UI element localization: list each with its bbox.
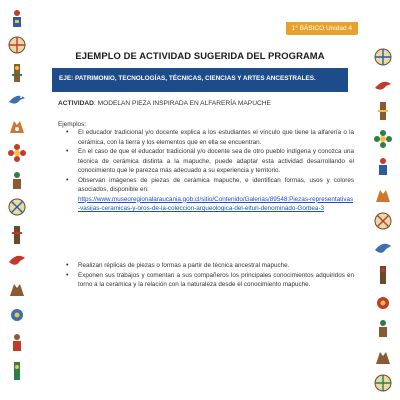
activity-heading: [58, 100, 358, 107]
flower-icon: [372, 292, 394, 314]
grade-unit-tab: 1° BÁSICO Unidad 4: [286, 22, 358, 35]
examples-list: [58, 128, 354, 214]
kultrun-icon: [372, 372, 394, 394]
page-title: EJEMPLO DE ACTIVIDAD SUGERIDA DEL PROGRAMA: [75, 50, 325, 61]
totem-icon: [6, 62, 28, 84]
mapuche-figure-icon: [6, 8, 28, 30]
fox-icon: [6, 278, 28, 300]
mapuche-figure-icon: [6, 170, 28, 192]
fox-icon: [6, 115, 28, 137]
list-item: • El educador tradicional y/o docente explica a los estudiantes el vínculo que tiene la alfarería o la cerámica, con la tierra y los elementos que en ella se encuentran.: [58, 128, 354, 147]
bird-icon: [372, 238, 394, 260]
activity-label: ACTIVIDAD: [58, 100, 94, 107]
flower-icon: [6, 142, 28, 164]
mapuche-figure-icon: [6, 332, 28, 354]
kultrun-icon: [6, 196, 28, 218]
bird-icon: [372, 74, 394, 96]
list-item: • En el caso de que el educador tradicional y/o docente sea de otro pueblo indígena y conozca una técnica de cerámica distinta a la mapuche, puede adaptar esta actividad desarrollando el conocimiento que le parezca más adecuado a su experiencia y territorio.: [58, 147, 354, 176]
fox-icon: [372, 346, 394, 368]
kultrun-icon: [372, 210, 394, 232]
bird-icon: [6, 250, 28, 272]
mapuche-figure-icon: [372, 156, 394, 178]
examples-label: Ejemplos:: [58, 121, 87, 128]
flower-icon: [6, 304, 28, 326]
mapuche-figure-icon: [372, 318, 394, 340]
list-item: [58, 176, 354, 214]
totem-icon: [372, 100, 394, 122]
museum-link[interactable]: https://www.museoregionalaraucania.gob.cl/sitio/Contenido/Galerias/89548:Piezas-representativas-vasijas-ceramicas-y-oros-de-la-coleccion-arqueologica-del-eltun-denominado-Gorbea-3: [78, 195, 354, 212]
list-item: • Realizan réplicas de piezas o formas a partir de técnica ancestral mapuche.: [58, 261, 354, 271]
bird-icon: [6, 88, 28, 110]
list-item-text: Observan imágenes de piezas de cerámica mapuche, e identifican formas, usos y colores asociados, disponible en:: [78, 176, 354, 193]
activity-text: : MODELAN PIEZA INSPIRADA EN ALFARERÍA MAPUCHE: [93, 100, 271, 107]
flower-icon: [372, 128, 394, 150]
totem-icon: [372, 264, 394, 286]
totem-icon: [6, 360, 28, 382]
examples-list-continued: [58, 261, 354, 290]
axis-banner-text: EJE: PATRIMONIO, TECNOLOGÍAS, TÉCNICAS, CIENCIAS Y ARTES ANCESTRALES.: [59, 75, 316, 82]
list-item: • Exponen sus trabajos y comentan a sus compañeros los principales conocimientos adquiridos en torno a la cerámica y la relación con la naturaleza desde el conocimiento mapuche.: [58, 271, 354, 290]
fox-icon: [372, 184, 394, 206]
axis-banner: [52, 68, 348, 92]
totem-icon: [6, 224, 28, 246]
